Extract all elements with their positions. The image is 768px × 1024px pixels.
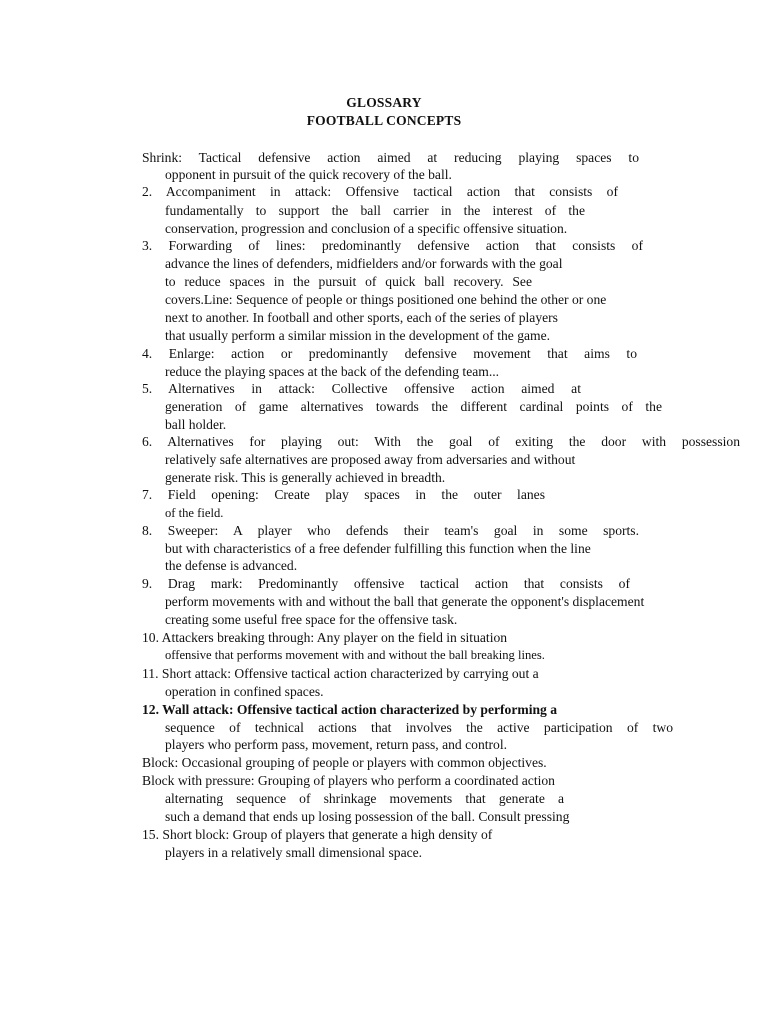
text-line: but with characteristics of a free defender fulfilling this function when the line [165, 541, 591, 556]
text-line: 4. Enlarge: action or predominantly defensive movement that aims to [142, 346, 637, 361]
text-line: operation in confined spaces. [165, 684, 324, 699]
text-line: 10. Attackers breaking through: Any player on the field in situation [142, 630, 508, 645]
text-line-bold: 12. Wall attack: Offensive tactical action characterized by performing a [142, 702, 558, 717]
text-line: Block with pressure: Grouping of players who perform a coordinated action [142, 773, 555, 788]
text-line: Shrink: Tactical defensive action aimed at reducing playing spaces to [142, 150, 639, 165]
text-line: 3. Forwarding of lines: predominantly defensive action that consists of [142, 238, 643, 253]
text-line: Block: Occasional grouping of people or players with common objectives. [142, 755, 547, 770]
text-line: opponent in pursuit of the quick recovery of the ball. [165, 167, 452, 182]
text-line: next to another. In football and other sports, each of the series of players [165, 310, 558, 325]
text-line: relatively safe alternatives are proposed away from adversaries and without [165, 452, 576, 467]
text-line: to reduce spaces in the pursuit of quick ball recovery. See [165, 274, 532, 289]
text-line: players in a relatively small dimensional space. [165, 845, 423, 860]
text-line: 15. Short block: Group of players that generate a high density of [142, 827, 493, 842]
text-line: generation of game alternatives towards the different cardinal points of the [165, 399, 662, 414]
text-line: generate risk. This is generally achieved in breadth. [165, 470, 446, 485]
text-line: the defense is advanced. [165, 558, 298, 573]
text-line: 11. Short attack: Offensive tactical action characterized by carrying out a [142, 666, 539, 681]
text-line: 7. Field opening: Create play spaces in the outer lanes [142, 487, 545, 502]
text-line: of the field. [165, 506, 224, 520]
text-line: creating some useful free space for the offensive task. [165, 612, 458, 627]
text-line: that usually perform a similar mission in the development of the game. [165, 328, 551, 343]
text-line: alternating sequence of shrinkage movements that generate a [165, 791, 564, 806]
text-line: ball holder. [165, 417, 227, 432]
text-line: perform movements with and without the ball that generate the opponent's displacement [165, 594, 645, 609]
text-line: sequence of technical actions that involves the active participation of two [165, 720, 673, 735]
text-line: 6. Alternatives for playing out: With the goal of exiting the door with possession [142, 434, 740, 449]
page-subtitle: FOOTBALL CONCEPTS [306, 113, 462, 128]
text-line: reduce the playing spaces at the back of the defending team... [165, 364, 500, 379]
text-line: advance the lines of defenders, midfielders and/or forwards with the goal [165, 256, 563, 271]
page-title: GLOSSARY [346, 95, 422, 110]
text-line: offensive that performs movement with and without the ball breaking lines. [165, 648, 545, 662]
text-line: such a demand that ends up losing possession of the ball. Consult pressing [165, 809, 570, 824]
text-line: 9. Drag mark: Predominantly offensive tactical action that consists of [142, 576, 630, 591]
text-line: covers.Line: Sequence of people or things positioned one behind the other or one [165, 292, 607, 307]
text-line: 2. Accompaniment in attack: Offensive tactical action that consists of [142, 184, 618, 199]
text-line: 5. Alternatives in attack: Collective offensive action aimed at [142, 381, 581, 396]
text-line: players who perform pass, movement, return pass, and control. [165, 737, 508, 752]
text-line: 8. Sweeper: A player who defends their team's goal in some sports. [142, 523, 639, 538]
text-line: conservation, progression and conclusion of a specific offensive situation. [165, 221, 568, 236]
text-line: fundamentally to support the ball carrier in the interest of the [165, 203, 585, 218]
